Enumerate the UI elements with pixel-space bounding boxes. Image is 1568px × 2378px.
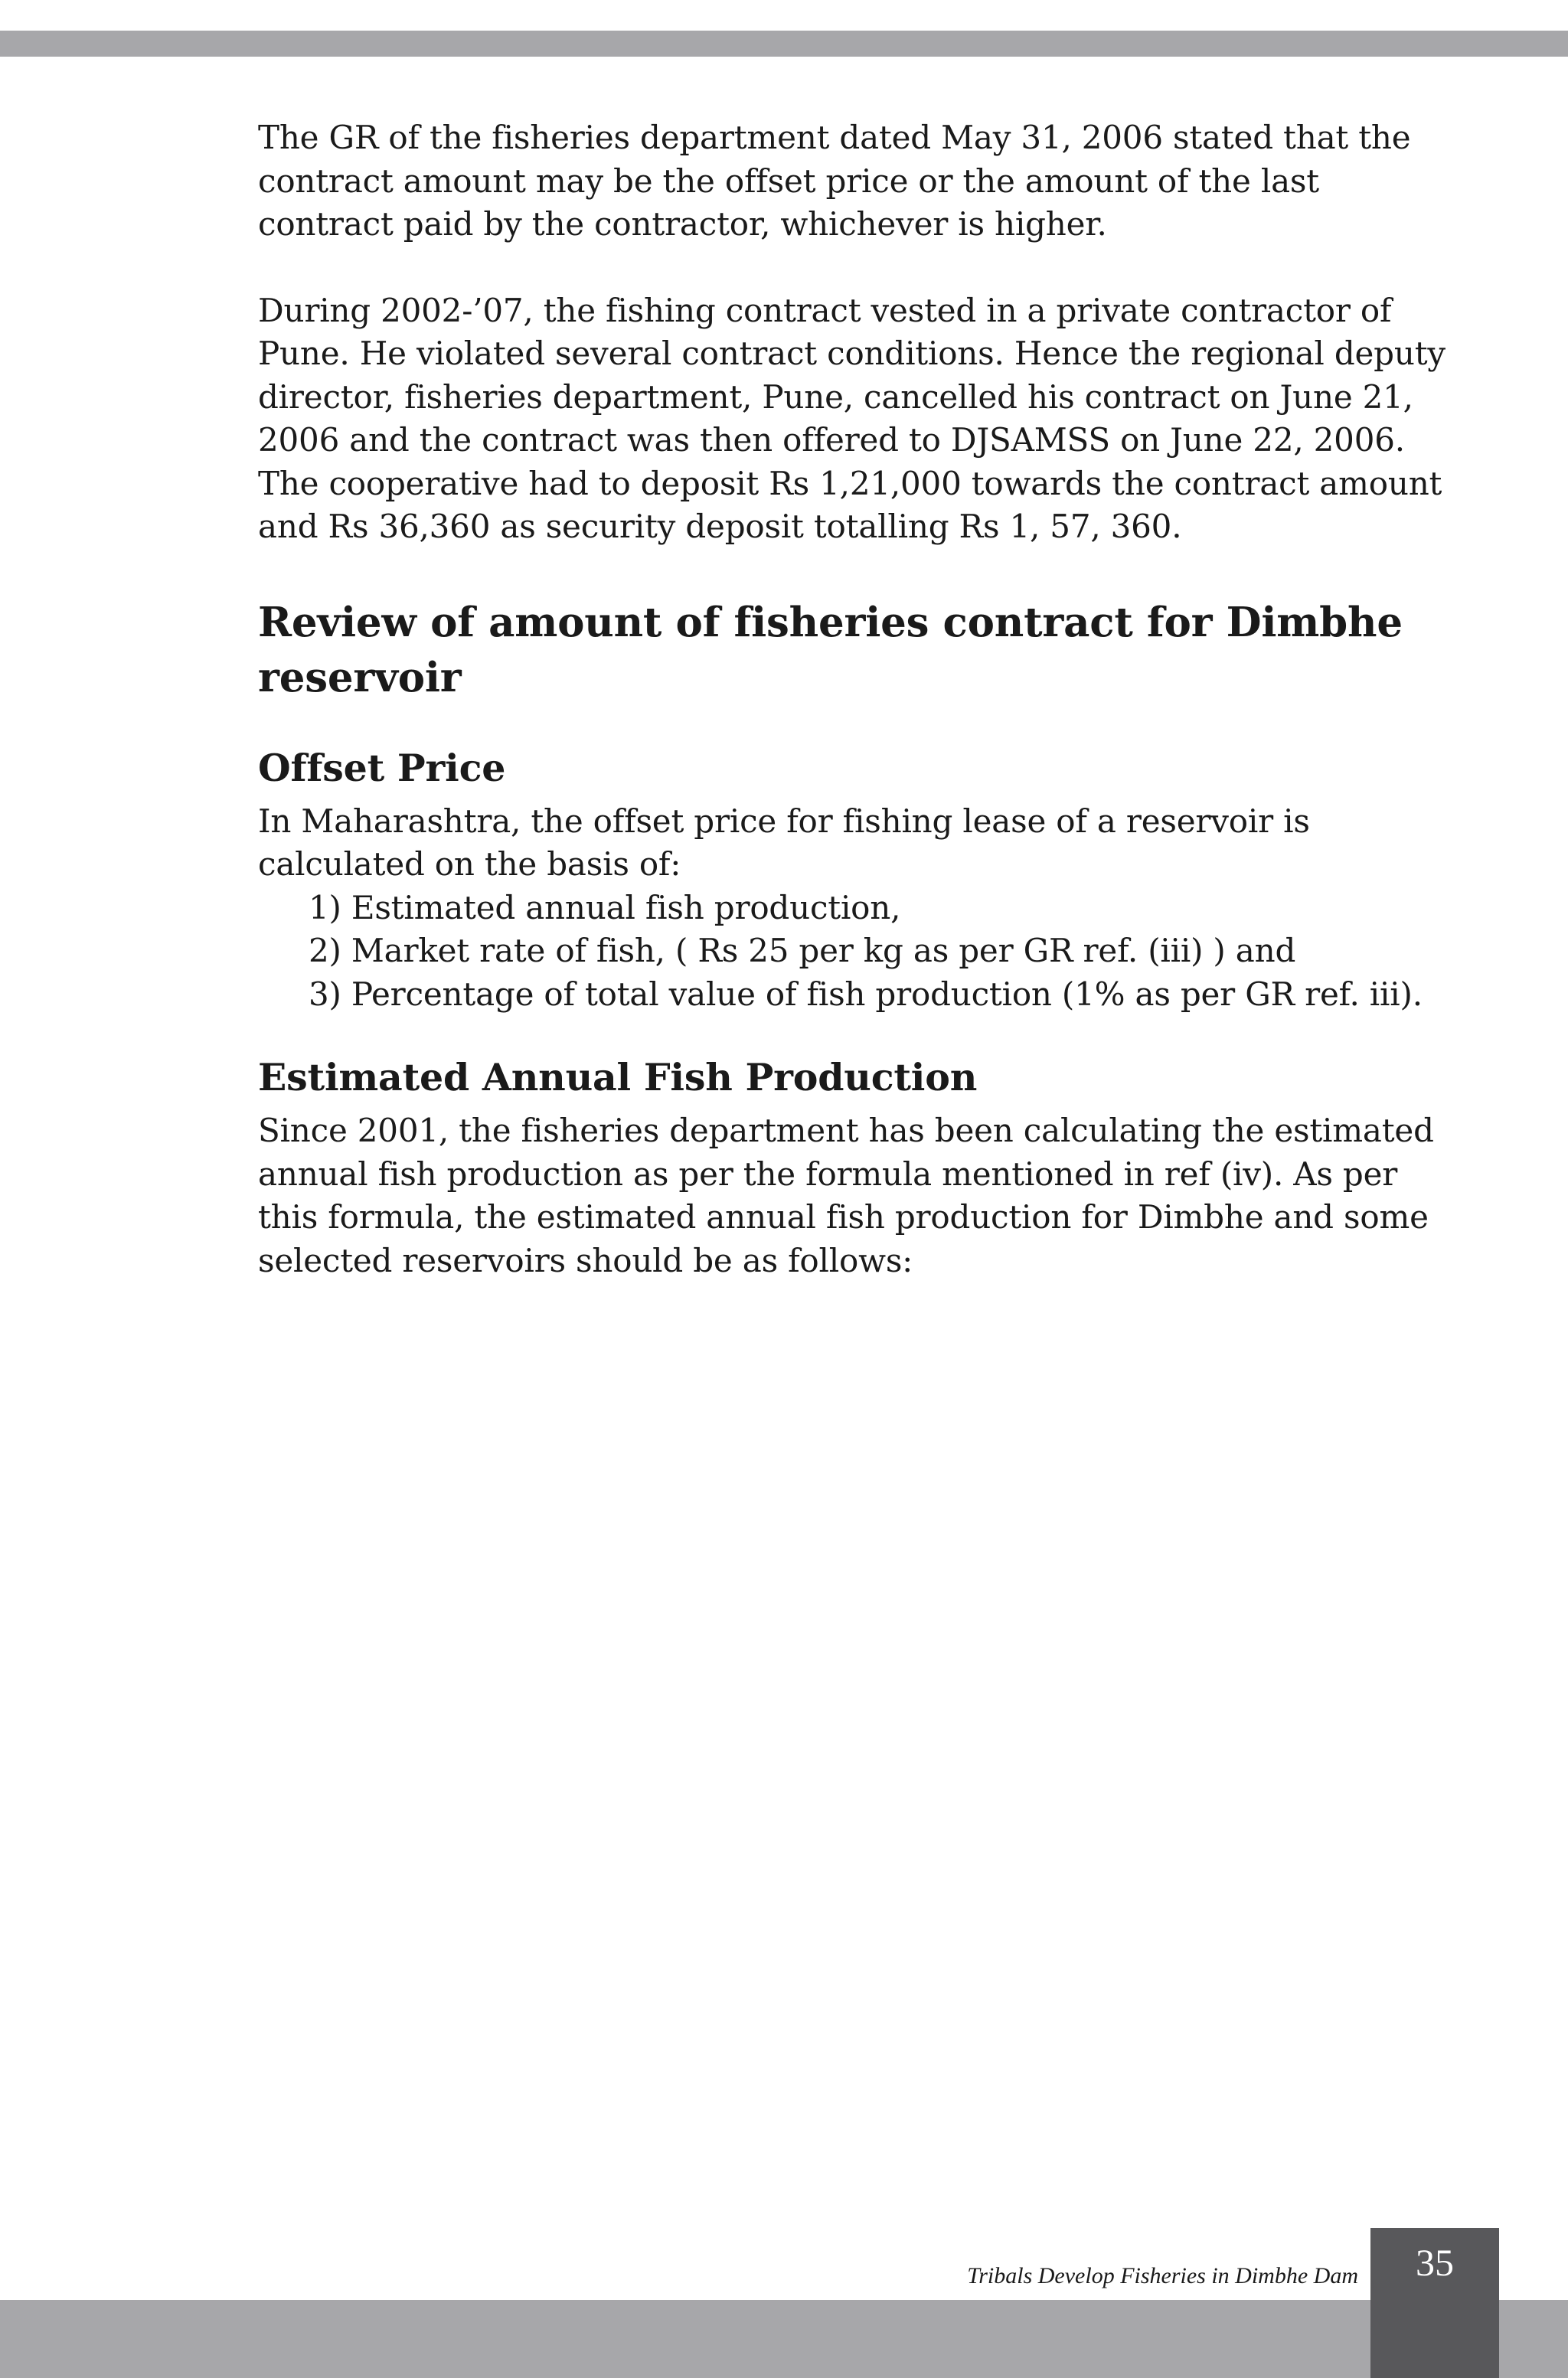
paragraph-estimated-production: Since 2001, the fisheries department has been calculating the estimated annual fish production as per the formula mentioned in ref (iv). As per this formula, the estimated annual fish production for Dimbhe and some selected reservoirs should be as follows: xyxy=(258,1112,1434,1279)
heading-estimated-production: Estimated Annual Fish Production xyxy=(258,1055,978,1099)
list-item: 3) Percentage of total value of fish production (1% as per GR ref. iii). xyxy=(309,975,1423,1013)
paragraph-gr-contract-amount: The GR of the fisheries department dated May 31, 2006 stated that the contract amount may be the offset price or the amount of the last contract paid by the contractor, whichever is higher. xyxy=(258,119,1411,243)
offset-price-factors-list xyxy=(258,887,1452,1017)
list-item: 2) Market rate of fish, ( Rs 25 per kg as per GR ref. (iii) ) and xyxy=(309,932,1296,969)
list-item: 1) Estimated annual fish production, xyxy=(309,888,901,926)
heading-offset-price: Offset Price xyxy=(258,745,506,790)
footer-bar xyxy=(0,2300,1568,2378)
footer-book-title: Tribals Develop Fisheries in Dimbhe Dam xyxy=(967,2263,1358,2288)
section-heading-review: Review of amount of fisheries contract for Dimbhe reservoir xyxy=(258,598,1403,701)
paragraph-contract-history: During 2002-’07, the fishing contract vested in a private contractor of Pune. He violated several contract conditions. Hence the regional deputy director, fisheries department, Pune, cancelled his contract on June 21, 2006 and the contract was then offered to DJSAMSS on June 22, 2006. The cooperative had to deposit Rs 1,21,000 towards the contract amount and Rs 36,360 as security deposit totalling Rs 1, 57, 360. xyxy=(258,291,1446,545)
page-number: 35 xyxy=(1416,2241,1454,2284)
header-bar xyxy=(0,31,1568,57)
page-content xyxy=(258,116,1452,1282)
paragraph-offset-price-intro: In Maharashtra, the offset price for fishing lease of a reservoir is calculated on the basis of: xyxy=(258,802,1310,883)
